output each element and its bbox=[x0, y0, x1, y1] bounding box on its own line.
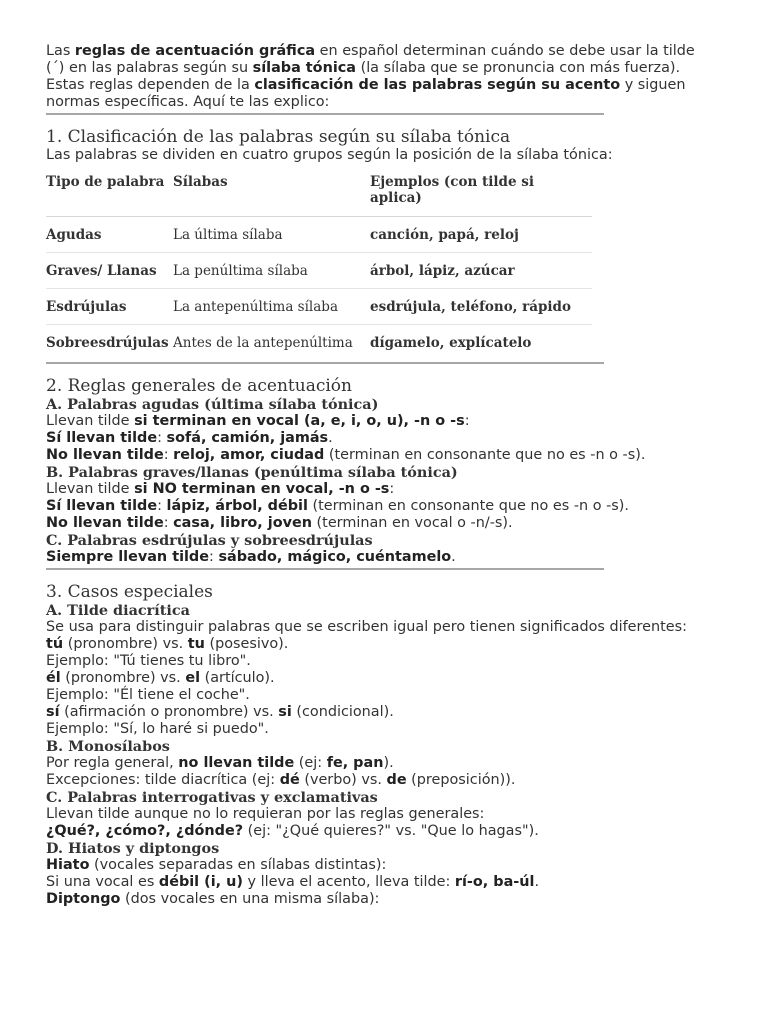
subsection-esdrujulas-title: C. Palabras esdrújulas y sobreesdrújulas bbox=[46, 532, 373, 549]
rule-examples: rí-o, ba-úl bbox=[454, 874, 535, 890]
rule-bold: no llevan tilde bbox=[178, 755, 295, 771]
rule-examples: ¿Qué?, ¿cómo?, ¿dónde? bbox=[46, 823, 244, 839]
diacritica-example: Ejemplo: "Sí, lo haré si puedo". bbox=[46, 721, 269, 737]
table-cell-syllable: Antes de la antepenúltima bbox=[173, 334, 353, 351]
rule-line bbox=[46, 874, 706, 891]
rule-line bbox=[46, 549, 706, 566]
rule-text: Llevan tilde bbox=[46, 481, 135, 497]
rule-bold: débil (i, u) bbox=[158, 874, 243, 890]
accent-classification-table bbox=[46, 165, 592, 360]
rule-bold: No llevan tilde bbox=[46, 515, 164, 531]
rule-line bbox=[46, 823, 706, 840]
diacritica-example: Ejemplo: "Tú tienes tu libro". bbox=[46, 653, 251, 669]
table-cell-type: Sobreesdrújulas bbox=[46, 334, 169, 351]
table-cell-examples: esdrújula, teléfono, rápido bbox=[370, 289, 592, 325]
rule-bold: Sí llevan tilde bbox=[46, 430, 158, 446]
word-bold: tu bbox=[187, 636, 205, 652]
rule-examples: sofá, camión, jamás bbox=[166, 430, 329, 446]
intro-text: (la sílaba que se pronuncia con más fuerza). Estas reglas dependen de la bbox=[46, 60, 681, 93]
diacritica-pair bbox=[46, 704, 706, 721]
rule-text: : bbox=[157, 430, 167, 446]
rule-line bbox=[46, 447, 706, 464]
pair-text: (artículo). bbox=[200, 670, 275, 686]
intro-paragraph bbox=[46, 43, 706, 111]
subsection-agudas-title: A. Palabras agudas (última sílaba tónica) bbox=[46, 396, 379, 413]
pair-text: (afirmación o pronombre) vs. bbox=[59, 704, 279, 720]
table-row bbox=[46, 217, 592, 253]
word-bold: si bbox=[278, 704, 292, 720]
diacritica-example: Ejemplo: "Él tiene el coche". bbox=[46, 687, 250, 703]
table-cell-syllable: La antepenúltima sílaba bbox=[173, 289, 370, 325]
table-cell-type: Agudas bbox=[46, 217, 173, 253]
rule-text: . bbox=[328, 430, 333, 446]
word-bold: el bbox=[185, 670, 201, 686]
intro-bold: clasificación de las palabras según su acento bbox=[254, 77, 621, 93]
table-cell-syllable: La última sílaba bbox=[173, 217, 370, 253]
rule-text: : bbox=[157, 498, 167, 514]
rule-text: . bbox=[534, 874, 540, 890]
rule-text: (terminan en consonante que no es -n o -s). bbox=[324, 447, 646, 463]
rule-text: (verbo) vs. bbox=[299, 772, 387, 788]
rule-text: Excepciones: tilde diacrítica (ej: bbox=[46, 772, 280, 788]
pair-text: (pronombre) vs. bbox=[63, 636, 188, 652]
rule-bold: No llevan tilde bbox=[46, 447, 164, 463]
rule-text: Llevan tilde bbox=[46, 413, 135, 429]
pair-text: (posesivo). bbox=[204, 636, 289, 652]
section1-description: Las palabras se dividen en cuatro grupos según la posición de la sílaba tónica: bbox=[46, 147, 613, 163]
rule-line bbox=[46, 430, 706, 447]
rule-line: Llevan tilde aunque no lo requieran por las reglas generales: bbox=[46, 806, 485, 822]
intro-bold: reglas de acentuación gráfica bbox=[74, 43, 316, 59]
rule-text: . bbox=[451, 549, 456, 565]
rule-examples: sábado, mágico, cuéntamelo bbox=[218, 549, 452, 565]
rule-text: (vocales separadas en sílabas distintas): bbox=[89, 857, 387, 873]
rule-text: Por regla general, bbox=[46, 755, 179, 771]
subsection-diacritica-title: A. Tilde diacrítica bbox=[46, 602, 190, 619]
pair-text: (condicional). bbox=[291, 704, 394, 720]
rule-text: y lleva el acento, lleva tilde: bbox=[242, 874, 455, 890]
rule-line bbox=[46, 481, 706, 498]
table-header-row bbox=[46, 165, 592, 217]
word-bold: tú bbox=[46, 636, 64, 652]
rule-text: (terminan en consonante que no es -n o -s). bbox=[307, 498, 629, 514]
table-cell-type: Esdrújulas bbox=[46, 289, 173, 325]
intro-text: Las bbox=[46, 43, 75, 59]
intro-text: en español determinan cuándo se debe usar la tilde (´) en las palabras según su bbox=[46, 43, 695, 76]
subsection-hiatos-title: D. Hiatos y diptongos bbox=[46, 840, 220, 857]
section1-title: 1. Clasificación de las palabras según su sílaba tónica bbox=[46, 127, 511, 147]
diacritica-pair bbox=[46, 670, 706, 687]
rule-text: : bbox=[209, 549, 219, 565]
diacritica-pair bbox=[46, 636, 706, 653]
rule-bold: Hiato bbox=[46, 857, 90, 873]
subsection-monosilabos-title: B. Monosílabos bbox=[46, 738, 170, 755]
table-cell-examples: canción, papá, reloj bbox=[370, 217, 592, 253]
subsection-graves-title: B. Palabras graves/llanas (penúltima sílaba tónica) bbox=[46, 464, 458, 481]
rule-text: : bbox=[163, 447, 174, 463]
rule-examples: lápiz, árbol, débil bbox=[166, 498, 308, 514]
rule-examples: reloj, amor, ciudad bbox=[173, 447, 325, 463]
table-cell-type: Graves/ Llanas bbox=[46, 253, 173, 289]
rule-bold: Sí llevan tilde bbox=[46, 498, 158, 514]
rule-line bbox=[46, 515, 706, 532]
pair-text: (pronombre) vs. bbox=[60, 670, 186, 686]
word-bold: sí bbox=[46, 704, 60, 720]
rule-text: Si una vocal es bbox=[46, 874, 159, 890]
rule-line bbox=[46, 413, 706, 430]
subsection-interrogativas-title: C. Palabras interrogativas y exclamativas bbox=[46, 789, 378, 806]
table-cell-examples: árbol, lápiz, azúcar bbox=[370, 253, 592, 289]
rule-line bbox=[46, 498, 706, 515]
table-cell-examples: dígamelo, explícatelo bbox=[370, 334, 532, 351]
table-header-cell: Tipo de palabra bbox=[46, 165, 173, 217]
rule-text: (ej: "¿Qué quieres?" vs. "Que lo hagas"). bbox=[243, 823, 539, 839]
rule-text: (preposición)). bbox=[406, 772, 516, 788]
word-bold: él bbox=[46, 670, 61, 686]
rule-line bbox=[46, 772, 706, 789]
table-row bbox=[46, 289, 592, 325]
rule-bold: si NO terminan en vocal, -n o -s bbox=[134, 481, 390, 497]
rule-bold: si terminan en vocal (a, e, i, o, u), -n o -s bbox=[134, 413, 465, 429]
rule-text: ). bbox=[383, 755, 394, 771]
table-cell-syllable: La penúltima sílaba bbox=[173, 253, 370, 289]
table-header-cell: Ejemplos (con tilde si aplica) bbox=[370, 165, 592, 217]
rule-line bbox=[46, 755, 706, 772]
table-header-cell: Sílabas bbox=[173, 165, 370, 217]
intro-bold: sílaba tónica bbox=[252, 60, 356, 76]
table-row bbox=[46, 253, 592, 289]
rule-bold: Diptongo bbox=[46, 891, 121, 907]
rule-text: (terminan en vocal o -n/-s). bbox=[311, 515, 513, 531]
rule-text: (dos vocales en una misma sílaba): bbox=[120, 891, 380, 907]
rule-text: : bbox=[389, 481, 395, 497]
rule-text: : bbox=[163, 515, 174, 531]
rule-examples: casa, libro, joven bbox=[173, 515, 312, 531]
rule-examples: fe, pan bbox=[326, 755, 384, 771]
rule-line bbox=[46, 857, 706, 874]
rule-text: (ej: bbox=[294, 755, 327, 771]
word-bold: de bbox=[386, 772, 407, 788]
rule-text: : bbox=[464, 413, 470, 429]
section3-title: 3. Casos especiales bbox=[46, 582, 213, 602]
intro-text: y siguen normas específicas. Aquí te las explico: bbox=[46, 77, 686, 110]
word-bold: dé bbox=[279, 772, 300, 788]
rule-line bbox=[46, 891, 706, 908]
rule-bold: Siempre llevan tilde bbox=[46, 549, 209, 565]
section2-title: 2. Reglas generales de acentuación bbox=[46, 376, 352, 396]
diacritica-description: Se usa para distinguir palabras que se escriben igual pero tienen significados diferentes: bbox=[46, 619, 687, 635]
table-row bbox=[46, 325, 592, 361]
